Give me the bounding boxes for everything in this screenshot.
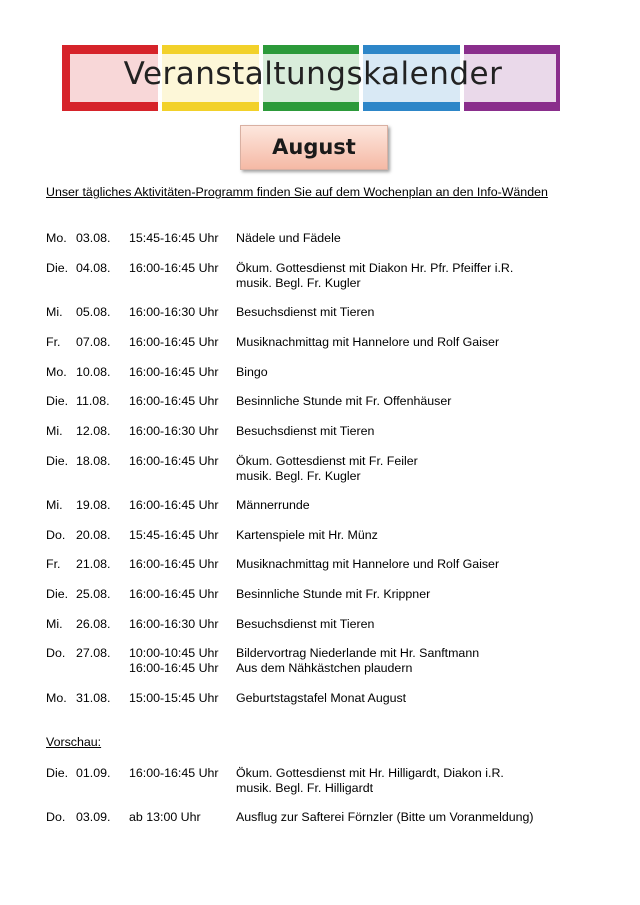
event-time: ab 13:00 Uhr bbox=[129, 810, 201, 824]
event-title: Ausflug zur Safterei Förnzler (Bitte um Voranmeldung) bbox=[236, 810, 534, 824]
event-time: 16:00-16:45 Uhr bbox=[129, 587, 219, 601]
event-day: Mo. bbox=[46, 231, 67, 245]
event-title: Geburtstagstafel Monat August bbox=[236, 691, 407, 705]
event-date: 04.08. bbox=[76, 261, 111, 275]
event-day: Die. bbox=[46, 587, 69, 601]
event-time: 16:00-16:45 Uhr bbox=[129, 766, 219, 780]
event-day: Mi. bbox=[46, 617, 63, 631]
event-date: 27.08. bbox=[76, 646, 111, 660]
event-day: Die. bbox=[46, 261, 69, 275]
event-day: Mi. bbox=[46, 305, 63, 319]
event-date: 10.08. bbox=[76, 365, 111, 379]
calendar-banner bbox=[62, 45, 564, 111]
event-time: 16:00-16:45 Uhr bbox=[129, 394, 219, 408]
event-title: Ökum. Gottesdienst mit Fr. Feiler bbox=[236, 454, 418, 468]
event-day: Fr. bbox=[46, 557, 61, 571]
event-time: 16:00-16:45 Uhr bbox=[129, 498, 219, 512]
event-date: 26.08. bbox=[76, 617, 111, 631]
event-title: Männerrunde bbox=[236, 498, 310, 512]
event-time: 16:00-16:45 Uhr bbox=[129, 335, 219, 349]
event-date: 12.08. bbox=[76, 424, 111, 438]
event-title: Besinnliche Stunde mit Fr. Krippner bbox=[236, 587, 431, 601]
intro-text: Unser tägliches Aktivitäten-Programm finden Sie auf dem Wochenplan an den Info-Wänden bbox=[46, 185, 548, 199]
event-date: 21.08. bbox=[76, 557, 111, 571]
event-title: Kartenspiele mit Hr. Münz bbox=[236, 528, 378, 542]
event-time: 10:00-10:45 Uhr bbox=[129, 646, 219, 660]
event-time: 15:45-16:45 Uhr bbox=[129, 528, 219, 542]
event-date: 18.08. bbox=[76, 454, 111, 468]
event-day: Mi. bbox=[46, 498, 63, 512]
preview-heading: Vorschau: bbox=[46, 735, 102, 749]
event-day: Do. bbox=[46, 810, 66, 824]
event-day: Die. bbox=[46, 766, 69, 780]
event-day: Mi. bbox=[46, 424, 63, 438]
event-day: Do. bbox=[46, 646, 66, 660]
event-time: 16:00-16:45 Uhr bbox=[129, 261, 219, 275]
event-date: 01.09. bbox=[76, 766, 111, 780]
event-day: Fr. bbox=[46, 335, 61, 349]
event-title: Besinnliche Stunde mit Fr. Offenhäuser bbox=[236, 394, 452, 408]
event-time: 16:00-16:45 Uhr bbox=[129, 557, 219, 571]
event-time: 16:00-16:45 Uhr bbox=[129, 365, 219, 379]
event-time: 16:00-16:30 Uhr bbox=[129, 617, 219, 631]
event-day: Die. bbox=[46, 394, 69, 408]
event-title: Besuchsdienst mit Tieren bbox=[236, 617, 375, 631]
event-date: 03.08. bbox=[76, 231, 111, 245]
event-time: 15:00-15:45 Uhr bbox=[129, 691, 219, 705]
event-time: 16:00-16:30 Uhr bbox=[129, 424, 219, 438]
month-heading: August bbox=[240, 125, 388, 170]
event-time: 16:00-16:45 Uhr bbox=[129, 454, 219, 468]
event-title: Bingo bbox=[236, 365, 268, 379]
event-title: Nädele und Fädele bbox=[236, 231, 341, 245]
event-title: Besuchsdienst mit Tieren bbox=[236, 424, 375, 438]
event-subtitle: musik. Begl. Fr. Kugler bbox=[236, 469, 361, 483]
event-subtitle: Aus dem Nähkästchen plaudern bbox=[236, 661, 413, 675]
event-title: Bildervortrag Niederlande mit Hr. Sanftmann bbox=[236, 646, 480, 660]
event-title: Ökum. Gottesdienst mit Hr. Hilligardt, Diakon i.R. bbox=[236, 766, 504, 780]
event-date: 11.08. bbox=[76, 394, 110, 408]
event-date: 05.08. bbox=[76, 305, 111, 319]
event-day: Mo. bbox=[46, 691, 67, 705]
event-date: 19.08. bbox=[76, 498, 111, 512]
event-date: 25.08. bbox=[76, 587, 111, 601]
event-title: Ökum. Gottesdienst mit Diakon Hr. Pfr. Pfeiffer i.R. bbox=[236, 261, 514, 275]
event-second-time: 16:00-16:45 Uhr bbox=[129, 661, 219, 675]
event-subtitle: musik. Begl. Fr. Kugler bbox=[236, 276, 361, 290]
event-time: 15:45-16:45 Uhr bbox=[129, 231, 219, 245]
event-day: Do. bbox=[46, 528, 66, 542]
event-day: Die. bbox=[46, 454, 69, 468]
event-title: Besuchsdienst mit Tieren bbox=[236, 305, 375, 319]
event-date: 20.08. bbox=[76, 528, 111, 542]
event-date: 03.09. bbox=[76, 810, 111, 824]
event-date: 31.08. bbox=[76, 691, 111, 705]
event-day: Mo. bbox=[46, 365, 67, 379]
event-title: Musiknachmittag mit Hannelore und Rolf Gaiser bbox=[236, 557, 500, 571]
event-date: 07.08. bbox=[76, 335, 111, 349]
event-time: 16:00-16:30 Uhr bbox=[129, 305, 219, 319]
banner-title: Veranstaltungskalender bbox=[123, 56, 503, 92]
event-subtitle: musik. Begl. Fr. Hilligardt bbox=[236, 781, 374, 795]
event-title: Musiknachmittag mit Hannelore und Rolf Gaiser bbox=[236, 335, 500, 349]
